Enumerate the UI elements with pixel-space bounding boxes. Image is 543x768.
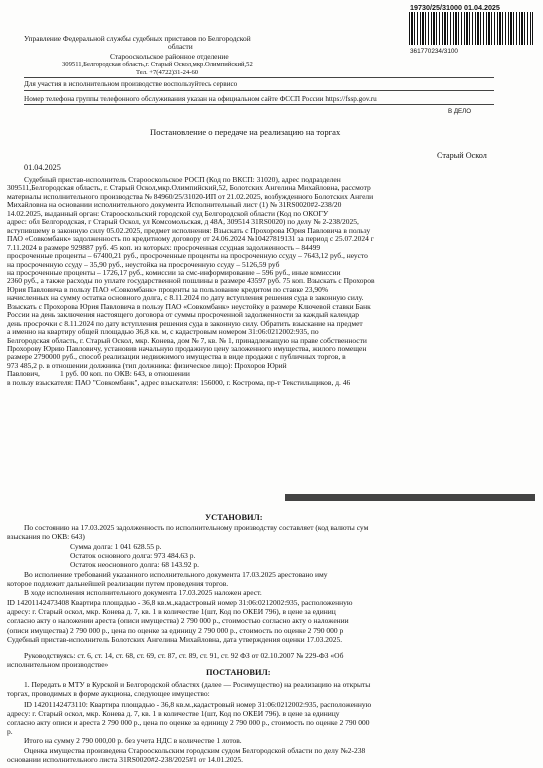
intro-line: ПАО «Совкомбанк» задолженность по кредитному договору от 24.06.2024 №10427819131 за период с 25.07.2024 г [7,234,374,244]
agency-line-1: Управление Федеральной службы судебных приставов по Белгородской [24,34,251,43]
intro-line: день просрочки с 8.11.2024 по дату вступления решения суда в законную силу. Обратить взыскание на предмет [7,318,363,328]
intro-line: просроченные проценты – 67400,21 руб., просроченные проценты на просроченную ссуду – 7643,12 руб., неусто [7,251,368,261]
established-line: По состоянию на 17.03.2025 задолженность по исполнительному производству составляет (код валюты сум [24,523,369,532]
established-line: исполнительном производстве» [7,660,109,669]
intro-line: Павлович, [7,369,40,379]
barcode [409,12,533,45]
document-title: Постановление о передаче на реализацию на торгах [150,127,341,137]
agency-line-2: области [168,42,193,51]
header-divider-3 [24,104,494,105]
intro-line: Михайловна на основании исполнительного документа Исполнительный лист (1) № 31RS0020#2-238/20 [7,200,342,210]
established-line: В ходе исполнения исполнительного документа 17.03.2025 наложен арест. [24,588,262,597]
established-line: Во исполнение требований указанного исполнительного документа 17.03.2025 арестовано иму [24,570,328,579]
established-line: которое подлежит дальнейшей реализации путем проведения торгов. [7,579,229,588]
intro-line: Судебный пристав-исполнитель Старооскольское РОСП (Код по ВКСП: 31020), адрес подразделен [24,175,341,184]
established-line: Сумма долга: 1 041 628.55 р. [70,542,162,551]
hotline-note: Номер телефона группы телефонного обслуживания указан на официальном сайте ФССП России https://fssp.gov.ru [24,95,377,103]
resolved-line: основании исполнительного листа 31RS0020#2-238/2025#1 от 14.01.2025. [7,755,244,764]
resolved-line: р. [7,727,13,736]
intro-line: вступившему в законную силу 05.02.2025, предмет исполнения: Взыскать с Прохорова Юрия Павловича в пользу [7,225,371,235]
redaction-stripe [285,494,535,501]
okv-fragment: 1 руб. 00 коп. по ОКВ: 643, в отношении [60,369,190,379]
intro-line: 973 485,2 р. в отношении должника (тип должника: физическое лицо): Прохоров Юрий [7,360,287,370]
document-date: 01.04.2025 [24,163,61,172]
barcode-caption: 361770234/3100 [410,48,458,55]
document-city: Старый Оскол [437,151,487,160]
intro-line: адрес: обл Белгородская, г Старый Оскол, ул Комсомольская, д 48А, 309514 31RS0020) по делу № 2-238/2025, [7,217,359,227]
intro-line: материалы исполнительного производства № 84960/25/31020-ИП от 21.02.2025, возбужденного Болотских Ангели [7,191,374,201]
header-divider-2 [24,90,494,91]
established-line: Остаток основного долга: 973 484.63 р. [70,551,196,560]
established-line: согласно акту о наложении ареста (описи имущества) 2 790 000 р., стоимостью согласно акту о наложении [7,616,349,625]
intro-line: 7.11.2024 в размере 929887 руб. 45 коп. из которых: просроченная ссудная задолженность – 84499 [7,242,321,252]
case-mark: В ДЕЛО [448,108,472,115]
participants-note: Для участия в исполнительном производстве воспользуйтесь сервисо [24,80,238,88]
intro-line: в пользу взыскателя: ПАО "Совкомбанк", адрес взыскателя: 156000, г. Кострома, пр-т Текстильщиков, д. 46 [7,377,351,387]
established-line: (описи имущества) 2 790 000 р., цена по оценке за единицу 2 790 000 р., стоимость по оценке 2 790 000 р [7,626,344,635]
resolved-line: торгах, проводимых в форме аукциона, следующее имущество: [7,689,210,698]
intro-line: на просроченные проценты – 1726,17 руб., комиссии за смс-информирование – 596 руб., иные комиссии [7,267,341,277]
established-line: адресу: г. Старый оскол, мкр. Конева д. 7, кв. 1 в количестве 1(шт, Код по ОКЕИ 796), в цене за единиц [7,607,336,616]
intro-line: а именно на квартиру общей площадью 36,8 кв. м, с кадастровым номером 31:06:0212002:935, по [7,327,319,337]
resolved-line: 1. Передать в МТУ в Курской и Белгородской областях (далее — Росимущество) на реализацию на открыты [24,680,371,689]
department-address: 309511,Белгородская область,г. Старый Оскол,мкр.Олимпийский,52 [62,61,253,68]
intro-line: Белгородская область, г. Старый Оскол, мкр. Конева, дом № 7, кв. № 1, принадлежащую на праве собственности [7,335,367,345]
established-line: Судебный пристав-исполнитель Болотских Ангелина Михайловна, дата утверждения оценки 17.03.2025. [7,635,343,644]
established-line: ID 14201142473408 Квартира площадью - 36,8 кв.м.,кадастровый номер 31:06:0212002:935, расположенную [7,598,353,607]
intro-line: России на день заключения настоящего договора от суммы просроченной задолженности за каждый календар [7,310,359,320]
established-heading: УСТАНОВИЛ: [205,513,263,522]
resolved-line: адресу: г. Старый оскол, мкр. Конева д. 7, кв. 1 в количестве 1(шт, Код по ОКЕИ 796). в цене за единицу [7,709,340,718]
intro-line: на просроченную ссуду – 35,90 руб., неустойка на просроченную ссуду – 5126,59 руб [7,259,280,269]
department-name: Старооскольское районное отделение [110,52,229,61]
resolved-line: Оценка имущества произведена Старооскольским городским судом Белгородской области по делу №2-238 [24,746,366,755]
resolved-line: ID 14201142473110: Квартира площадью - 36,8 кв.м.,кадастровый номер 31:06:0212002:935, расположенную [24,700,372,709]
intro-line: Юрия Павловича в пользу ПАО «Совкомбанк» проценты за пользование кредитом по ставке 23,90% [7,284,329,294]
intro-line: Взыскать с Прохорова Юрия Павловича в пользу ПАО «Совкомбанк» неустойку в размере Ключевой ставки Банк [7,301,371,311]
header-divider-1 [24,77,494,78]
resolved-line: согласно акту описи и ареста 2 790 000 р., цена по оценке за единицу 2 790 000 р., стоимость по оценке 2 790 000 [7,718,370,727]
resolved-line: Итого на сумму 2 790 000,00 р. без учета НДС в количестве 1 лотов. [24,736,242,745]
intro-line: Прохорову Юрию Павловичу, установив начальную продажную цену заложенного имущества, жилого помещен [7,344,367,353]
department-phone: Тел. +7(4722)31-24-60 [136,69,199,76]
intro-line: размере 2790000 руб., способ реализации недвижимого имущества в виде продажи с публичных торгов, в [7,352,346,362]
resolved-heading: ПОСТАНОВИЛ: [206,668,271,677]
intro-line: 309511,Белгородская область, г. Старый Оскол,мкр.Олимпийский,52, Болотских Ангелина Михайловна, рассмотр [7,183,371,193]
intro-line: 14.02.2025, выданный орган: Старооскольский городской суд Белгородской области (Код по ОКОГУ [7,208,329,218]
intro-line: начисленных на сумму остатка основного долга, с 8.11.2024 по дату вступления решения суда в законную силу. [7,293,364,303]
established-line: Руководствуясь: ст. 6, ст. 14, ст. 68, ст. 69, ст. 87, ст. 89, ст. 91, ст. 92 ФЗ от 02.10.2007 № 229-ФЗ «Об [24,651,344,660]
established-line: Остаток неосновного долга: 68 143.92 р. [70,560,199,569]
document-top-id: 19730/25/31000 01.04.2025 [410,3,500,12]
intro-line: 2360 руб., а также расходы по уплате государственной пошлины в размере 43597 руб. 75 коп. Взыскать с Прохоров [7,276,375,286]
established-line: взыскания по ОКВ: 643) [7,532,85,541]
